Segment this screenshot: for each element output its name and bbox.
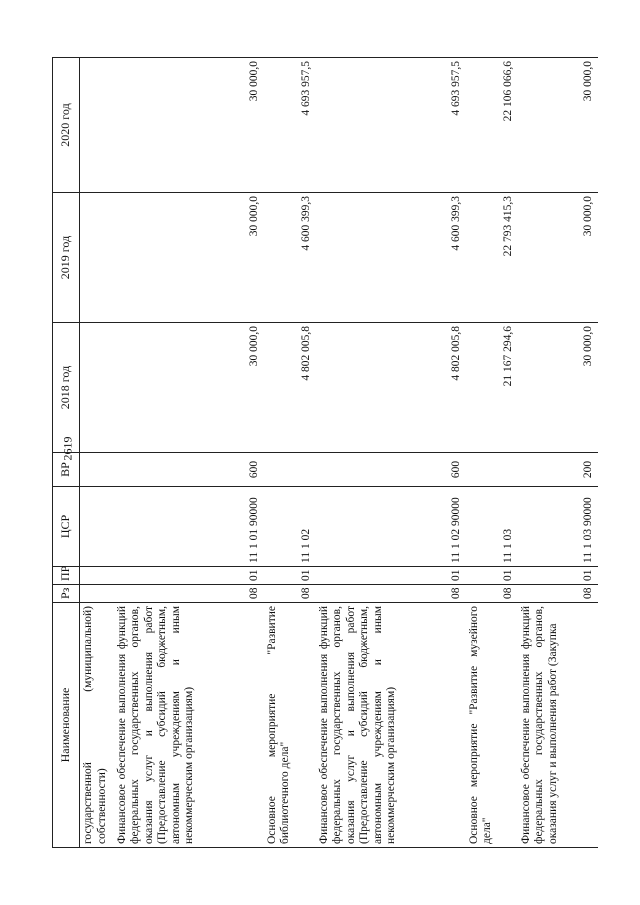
- row-name: Финансовое обеспечение выполнения функций федеральных государственных органов, оказания услуг и выполнения работ (Предоставление субсидий бюджетным, автономным учреждениям и иным некоммерческим организациям): [316, 603, 466, 848]
- table-header-row: [53, 58, 80, 848]
- row-2020: [80, 58, 114, 193]
- table-row: [80, 58, 114, 848]
- row-vr: [264, 453, 316, 487]
- row-rz: 08: [466, 585, 518, 603]
- row-vr: [80, 453, 114, 487]
- row-2019: 30 000,0: [518, 193, 598, 323]
- row-csr: 11 1 02: [264, 487, 316, 567]
- table-row: [518, 58, 598, 848]
- row-2018: 21 167 294,6: [466, 323, 518, 453]
- row-2020: 30 000,0: [518, 58, 598, 193]
- row-2020: 4 693 957,5: [264, 58, 316, 193]
- row-pr: 01: [114, 567, 264, 585]
- row-rz: 08: [316, 585, 466, 603]
- row-rz: 08: [264, 585, 316, 603]
- row-csr: 11 1 03 90000: [518, 487, 598, 567]
- table-row: [466, 58, 518, 848]
- row-vr: 200: [518, 453, 598, 487]
- row-2020: 22 106 066,6: [466, 58, 518, 193]
- row-vr: 600: [316, 453, 466, 487]
- row-csr: [80, 487, 114, 567]
- table-row: [264, 58, 316, 848]
- row-name: Основное мероприятие "Развитие библиотечного дела": [264, 603, 316, 848]
- row-pr: 01: [518, 567, 598, 585]
- row-2018: 30 000,0: [114, 323, 264, 453]
- row-pr: [80, 567, 114, 585]
- budget-table: [52, 57, 598, 848]
- row-2019: 4 600 399,3: [264, 193, 316, 323]
- table-row: [114, 58, 264, 848]
- row-2018: 4 802 005,8: [316, 323, 466, 453]
- header-csr: ЦСР: [53, 487, 80, 567]
- header-2020: 2020 год: [53, 58, 80, 193]
- row-2019: 30 000,0: [114, 193, 264, 323]
- header-2018: 2018 год: [53, 323, 80, 453]
- row-pr: 01: [264, 567, 316, 585]
- row-name: Финансовое обеспечение выполнения функций федеральных государственных органов, оказания услуг и выполнения работ (Предоставление субсидий бюджетным, автономным учреждениям и иным некоммерческим организациям): [114, 603, 264, 848]
- row-pr: 01: [316, 567, 466, 585]
- row-csr: 11 1 01 90000: [114, 487, 264, 567]
- row-name: Финансовое обеспечение выполнения функций федеральных государственных органов, оказания услуг и выполнения работ (Закупка: [518, 603, 598, 848]
- header-2019: 2019 год: [53, 193, 80, 323]
- row-2018: [80, 323, 114, 453]
- row-2019: 4 600 399,3: [316, 193, 466, 323]
- row-name: Основное мероприятие "Развитие музейного дела": [466, 603, 518, 848]
- row-2019: [80, 193, 114, 323]
- row-2020: 30 000,0: [114, 58, 264, 193]
- header-pr: ПР: [53, 567, 80, 585]
- row-rz: 08: [114, 585, 264, 603]
- table-row: [316, 58, 466, 848]
- budget-table-rotated: [52, 58, 595, 848]
- row-csr: 11 1 03: [466, 487, 518, 567]
- row-2020: 4 693 957,5: [316, 58, 466, 193]
- row-csr: 11 1 02 90000: [316, 487, 466, 567]
- row-rz: 08: [518, 585, 598, 603]
- row-name: государственной (муниципальной) собственности): [80, 603, 114, 848]
- page-number: 2619: [60, 436, 75, 461]
- row-2018: 30 000,0: [518, 323, 598, 453]
- header-rz: Рз: [53, 585, 80, 603]
- row-2019: 22 793 415,3: [466, 193, 518, 323]
- row-vr: [466, 453, 518, 487]
- row-rz: [80, 585, 114, 603]
- row-2018: 4 802 005,8: [264, 323, 316, 453]
- header-name: Наименование: [53, 603, 80, 848]
- row-pr: 01: [466, 567, 518, 585]
- header-vr: ВР: [53, 453, 80, 487]
- row-vr: 600: [114, 453, 264, 487]
